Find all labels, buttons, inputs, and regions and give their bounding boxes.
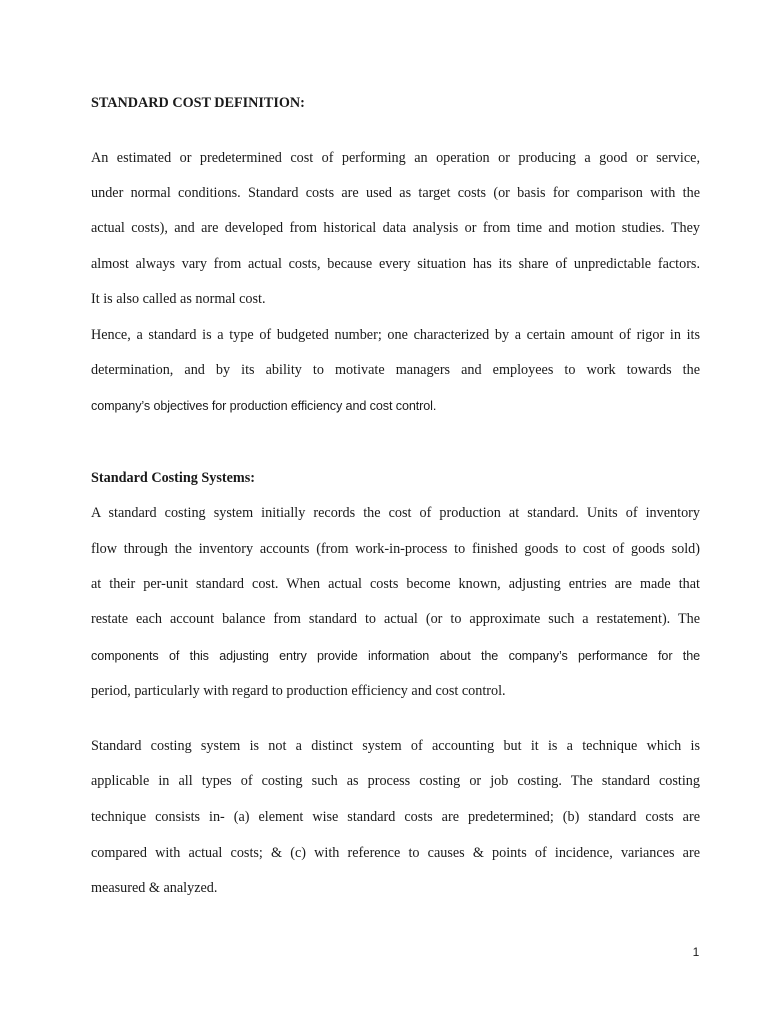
paragraph-line: restate each account balance from standard to actual (or to approximate such a restatement). The [91,611,700,627]
paragraph-line: A standard costing system initially records the cost of production at standard. Units of inventory [91,505,700,521]
paragraph-line: components of this adjusting entry provide information about the company’s performance for the [91,649,700,663]
paragraph-line: measured & analyzed. [91,880,218,896]
paragraph-line: Standard costing system is not a distinct system of accounting but it is a technique which is [91,738,700,754]
heading-standard-cost-definition: STANDARD COST DEFINITION: [91,95,305,111]
paragraph-line: Hence, a standard is a type of budgeted number; one characterized by a certain amount of rigor in its [91,327,700,343]
paragraph-line: actual costs), and are developed from historical data analysis or from time and motion studies. They [91,220,700,236]
paragraph-line: almost always vary from actual costs, because every situation has its share of unpredictable factors. [91,256,700,272]
paragraph-line: at their per-unit standard cost. When actual costs become known, adjusting entries are made that [91,576,700,592]
paragraph-line: It is also called as normal cost. [91,291,266,307]
page-number: 1 [692,945,700,959]
paragraph-line: determination, and by its ability to motivate managers and employees to work towards the [91,362,700,378]
paragraph-line: applicable in all types of costing such as process costing or job costing. The standard costing [91,773,700,789]
paragraph-line: technique consists in- (a) element wise standard costs are predetermined; (b) standard costs are [91,809,700,825]
paragraph-line: flow through the inventory accounts (from work-in-process to finished goods to cost of goods sold) [91,541,700,557]
paragraph-line: compared with actual costs; & (c) with reference to causes & points of incidence, variances are [91,845,700,861]
paragraph-line: company’s objectives for production efficiency and cost control. [91,399,437,413]
paragraph-line: An estimated or predetermined cost of performing an operation or producing a good or service, [91,150,700,166]
heading-standard-costing-systems: Standard Costing Systems: [91,470,255,486]
paragraph-line: period, particularly with regard to production efficiency and cost control. [91,683,506,699]
paragraph-line: under normal conditions. Standard costs are used as target costs (or basis for comparison with the [91,185,700,201]
